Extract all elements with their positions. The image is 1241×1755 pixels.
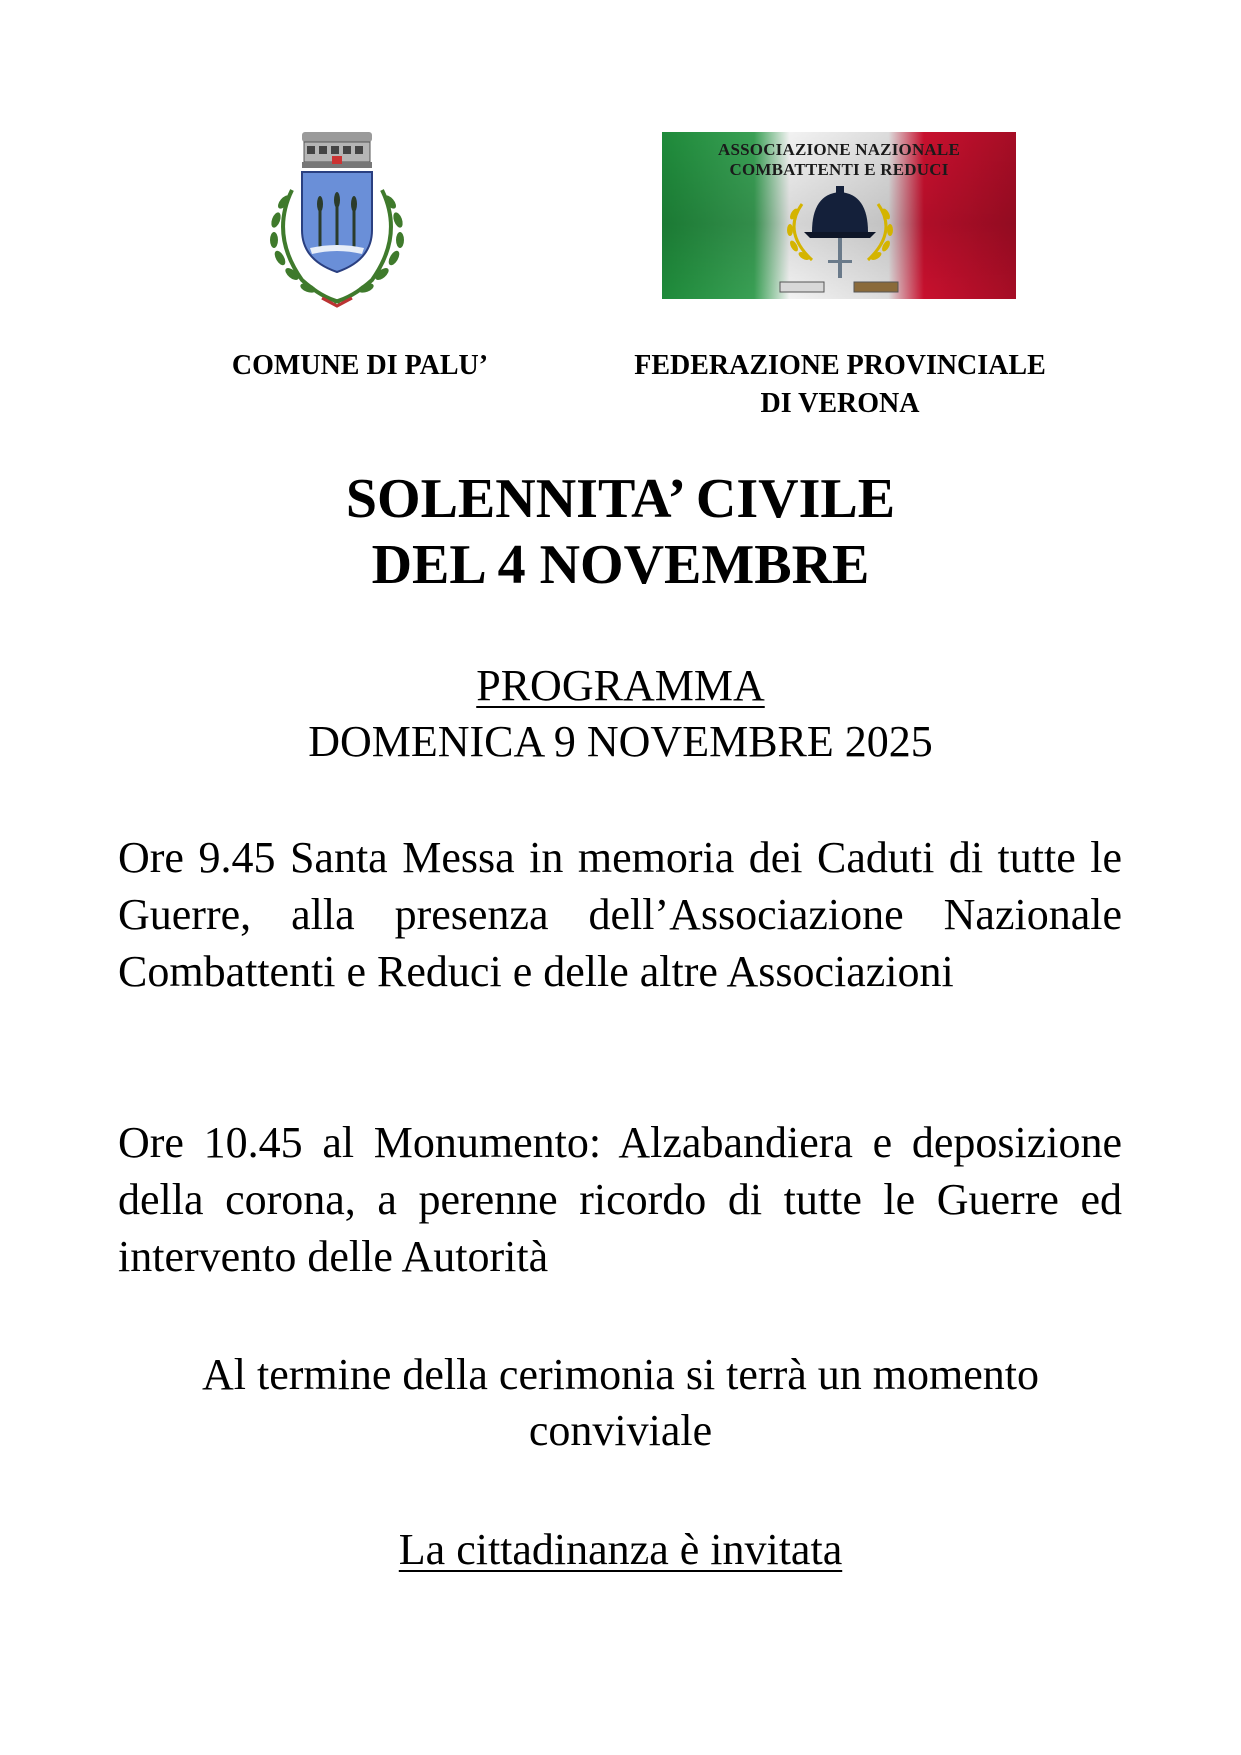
federation-caption: [590, 347, 1090, 423]
event-monument: Ore 10.45 al Monumento: Alzabandiera e deposizione della corona, a perenne ricordo di tutte le Guerre ed intervento delle Autorità: [118, 1118, 1122, 1281]
program-date: DOMENICA 9 NOVEMBRE 2025: [308, 717, 933, 766]
invitation-text: La cittadinanza è invitata: [398, 1525, 843, 1574]
federation-caption-line-1: FEDERAZIONE PROVINCIALE: [634, 350, 1046, 381]
flag-caption: [662, 140, 1016, 180]
flag-caption-line-1: ASSOCIAZIONE NAZIONALE: [718, 140, 960, 159]
event-mass: Ore 9.45 Santa Messa in memoria dei Caduti di tutte le Guerre, alla presenza dell’Associazione Nazionale Combattenti e Reduci e delle altre Associazioni: [118, 833, 1122, 996]
closing-line-2: conviviale: [528, 1406, 713, 1455]
closing-line-1: Al termine della cerimonia si terrà un momento: [202, 1350, 1039, 1399]
federation-caption-line-2: DI VERONA: [760, 388, 920, 419]
page-title: [0, 466, 1241, 598]
tricolor-flag-icon: [662, 132, 1016, 299]
invitation: [0, 1522, 1241, 1578]
title-line-2: DEL 4 NOVEMBRE: [371, 534, 870, 596]
municipality-caption: COMUNE DI PALU’: [231, 350, 489, 381]
flag-caption-line-2: COMBATTENTI E REDUCI: [729, 160, 949, 179]
program-header: [0, 658, 1241, 770]
coat-of-arms-icon: [262, 130, 412, 310]
program-heading: PROGRAMMA: [476, 661, 765, 710]
title-line-1: SOLENNITA’ CIVILE: [345, 468, 896, 530]
closing-note: [0, 1347, 1241, 1459]
